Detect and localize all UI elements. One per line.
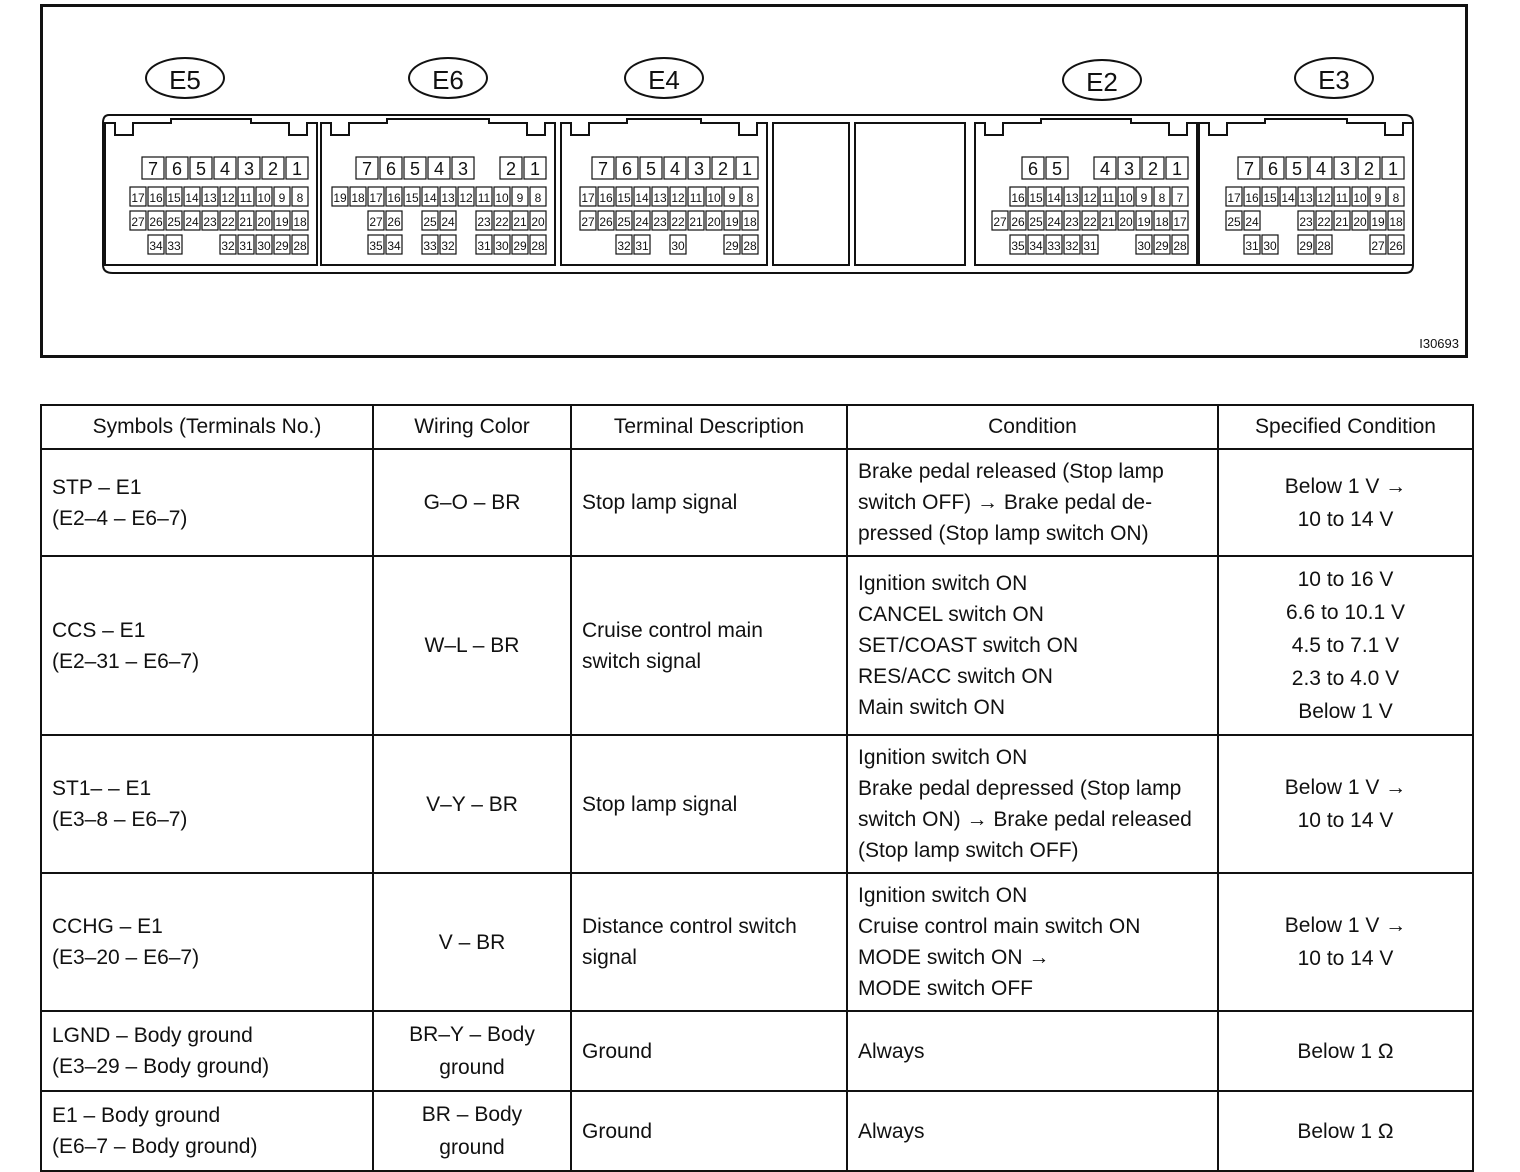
cell-description bbox=[571, 449, 847, 556]
terminal-number: 12 bbox=[459, 191, 473, 205]
terminal-number: 31 bbox=[239, 239, 253, 253]
terminal-number: 22 bbox=[671, 215, 685, 229]
text-line: Below 1 Ω bbox=[1297, 1119, 1394, 1143]
table-row bbox=[41, 1091, 1473, 1171]
text-line: (E2–31 – E6–7) bbox=[52, 649, 200, 673]
terminal-number: 28 bbox=[531, 239, 545, 253]
terminal-number: 19 bbox=[1137, 215, 1151, 229]
cell-condition bbox=[847, 1091, 1218, 1171]
cell-description bbox=[571, 1011, 847, 1091]
terminal-number: 24 bbox=[635, 215, 649, 229]
cell-symbol bbox=[41, 449, 373, 556]
terminal-number: 22 bbox=[221, 215, 235, 229]
cell-specified bbox=[1218, 556, 1473, 735]
terminal-number: 11 bbox=[1335, 191, 1349, 205]
text-line: 2.3 to 4.0 V bbox=[1291, 667, 1400, 690]
terminal-number: 5 bbox=[409, 159, 421, 179]
terminal-number: 27 bbox=[1371, 239, 1385, 253]
text-line: SET/COAST switch ON bbox=[858, 634, 1079, 657]
terminal-number: 10 bbox=[495, 191, 509, 205]
text-line: G–O – BR bbox=[423, 491, 521, 514]
text-line: 10 to 14 V bbox=[1297, 507, 1394, 531]
text-line: (E2–4 – E6–7) bbox=[52, 506, 188, 530]
cell-specified bbox=[1218, 449, 1473, 556]
terminal-number: 18 bbox=[293, 215, 307, 229]
terminal-number: 7 bbox=[147, 159, 159, 179]
cell-wiring-color bbox=[373, 1091, 571, 1171]
text-line: Always bbox=[858, 1119, 925, 1143]
terminal-number: 31 bbox=[635, 239, 649, 253]
terminal-number: 35 bbox=[369, 239, 383, 253]
terminal-number: 8 bbox=[296, 191, 304, 205]
terminal-number: 11 bbox=[689, 191, 703, 205]
terminal-number: 7 bbox=[361, 159, 373, 179]
text-line: pressed (Stop lamp switch ON) bbox=[858, 522, 1149, 545]
terminal-number: 16 bbox=[1245, 191, 1259, 205]
cell-symbol bbox=[41, 735, 373, 873]
text-line: (E3–8 – E6–7) bbox=[52, 808, 188, 831]
text-line: Stop lamp signal bbox=[582, 491, 738, 514]
terminal-number: 17 bbox=[1173, 215, 1187, 229]
terminal-number: 23 bbox=[1065, 215, 1079, 229]
terminal-number: 18 bbox=[351, 191, 365, 205]
text-line: Cruise control main switch ON bbox=[858, 915, 1141, 938]
cell-symbol bbox=[41, 1011, 373, 1091]
terminal-number: 5 bbox=[195, 159, 207, 179]
terminal-number: 30 bbox=[671, 239, 685, 253]
terminal-number: 10 bbox=[707, 191, 721, 205]
terminal-number: 31 bbox=[1245, 239, 1259, 253]
terminal-number: 25 bbox=[1227, 215, 1241, 229]
terminal-number: 4 bbox=[219, 159, 231, 179]
cell-condition bbox=[847, 1011, 1218, 1091]
terminal-number: 23 bbox=[1299, 215, 1313, 229]
terminal-number: 16 bbox=[387, 191, 401, 205]
terminal-number: 3 bbox=[243, 159, 255, 179]
text-line: switch signal bbox=[582, 649, 702, 673]
cell-description bbox=[571, 556, 847, 735]
terminal-number: 2 bbox=[505, 159, 517, 179]
terminal-number: 20 bbox=[531, 215, 545, 229]
terminal-number: 6 bbox=[621, 159, 633, 179]
terminal-number: 24 bbox=[185, 215, 199, 229]
terminal-number: 14 bbox=[1047, 191, 1061, 205]
terminal-number: 30 bbox=[257, 239, 271, 253]
cell-specified bbox=[1218, 1091, 1473, 1171]
cell-wiring-color bbox=[373, 449, 571, 556]
terminal-number: 10 bbox=[1353, 191, 1367, 205]
header-wiring-color: Wiring Color bbox=[373, 405, 571, 449]
terminal-number: 9 bbox=[278, 191, 286, 205]
text-line: 10 to 14 V bbox=[1297, 947, 1394, 970]
text-line: switch ON) → Brake pedal released bbox=[858, 808, 1192, 831]
header-condition: Condition bbox=[847, 405, 1218, 449]
text-line: MODE switch OFF bbox=[858, 977, 1034, 1000]
cell-symbol bbox=[41, 556, 373, 735]
terminal-number: 33 bbox=[423, 239, 437, 253]
terminal-number: 16 bbox=[1011, 191, 1025, 205]
terminal-number: 8 bbox=[534, 191, 542, 205]
cell-description bbox=[571, 735, 847, 873]
text-line: 10 to 16 V bbox=[1297, 568, 1394, 591]
terminal-number: 19 bbox=[333, 191, 347, 205]
table-row bbox=[41, 873, 1473, 1011]
text-line: V – BR bbox=[438, 930, 506, 954]
terminal-number: 10 bbox=[1119, 191, 1133, 205]
terminal-number: 25 bbox=[423, 215, 437, 229]
terminal-number: 20 bbox=[707, 215, 721, 229]
terminal-number: 17 bbox=[1227, 191, 1241, 205]
terminal-number: 33 bbox=[1047, 239, 1061, 253]
text-line: CCS – E1 bbox=[52, 618, 146, 642]
terminal-number: 26 bbox=[387, 215, 401, 229]
text-line: 4.5 to 7.1 V bbox=[1291, 634, 1400, 657]
table-row bbox=[41, 449, 1473, 556]
terminal-number: 27 bbox=[131, 215, 145, 229]
terminal-number: 32 bbox=[1065, 239, 1079, 253]
terminal-number: 13 bbox=[203, 191, 217, 205]
terminal-number: 34 bbox=[149, 239, 163, 253]
terminal-number: 11 bbox=[1101, 191, 1115, 205]
terminal-number: 22 bbox=[1083, 215, 1097, 229]
text-line: Below 1 V → bbox=[1284, 914, 1407, 937]
label-e5: E5 bbox=[145, 57, 225, 99]
terminal-number: 26 bbox=[1389, 239, 1403, 253]
terminal-number: 18 bbox=[1155, 215, 1169, 229]
text-line: Stop lamp signal bbox=[582, 792, 738, 816]
terminal-number: 11 bbox=[477, 191, 491, 205]
terminal-number: 34 bbox=[1029, 239, 1043, 253]
terminal-number: 13 bbox=[1299, 191, 1313, 205]
terminal-number: 19 bbox=[725, 215, 739, 229]
terminal-number: 18 bbox=[1389, 215, 1403, 229]
terminal-number: 21 bbox=[1101, 215, 1115, 229]
terminal-number: 28 bbox=[1173, 239, 1187, 253]
terminal-number: 14 bbox=[1281, 191, 1295, 205]
text-line: ST1– – E1 bbox=[52, 777, 152, 800]
text-line: Below 1 V → bbox=[1284, 474, 1407, 498]
terminal-number: 23 bbox=[203, 215, 217, 229]
terminal-number: 20 bbox=[1119, 215, 1133, 229]
blank-block bbox=[773, 123, 849, 265]
terminal-number: 9 bbox=[728, 191, 736, 205]
terminal-number: 12 bbox=[221, 191, 235, 205]
terminal-number: 1 bbox=[529, 159, 541, 179]
terminal-number: 12 bbox=[671, 191, 685, 205]
table-row bbox=[41, 556, 1473, 735]
cell-symbol bbox=[41, 1091, 373, 1171]
connector-diagram bbox=[40, 4, 1468, 358]
text-line: Brake pedal released (Stop lamp bbox=[858, 460, 1164, 483]
text-line: (Stop lamp switch OFF) bbox=[858, 839, 1079, 862]
text-line: switch OFF) → Brake pedal de- bbox=[858, 491, 1153, 514]
terminal-number: 19 bbox=[275, 215, 289, 229]
terminal-number: 6 bbox=[171, 159, 183, 179]
text-line: V–Y – BR bbox=[426, 792, 518, 816]
text-line: Always bbox=[858, 1039, 925, 1063]
text-line: 6.6 to 10.1 V bbox=[1285, 601, 1406, 624]
terminal-number: 12 bbox=[1083, 191, 1097, 205]
text-line: E1 – Body ground bbox=[52, 1104, 221, 1127]
terminal-number: 15 bbox=[167, 191, 181, 205]
text-line: MODE switch ON → bbox=[858, 946, 1050, 969]
terminal-number: 1 bbox=[1387, 159, 1399, 179]
text-line: LGND – Body ground bbox=[52, 1024, 253, 1047]
terminal-number: 1 bbox=[741, 159, 753, 179]
terminal-number: 20 bbox=[1353, 215, 1367, 229]
terminal-number: 14 bbox=[423, 191, 437, 205]
cell-description bbox=[571, 873, 847, 1011]
connector-drawing bbox=[43, 7, 1465, 355]
terminal-number: 3 bbox=[1339, 159, 1351, 179]
terminal-number: 12 bbox=[1317, 191, 1331, 205]
text-line: Ignition switch ON bbox=[858, 572, 1028, 595]
cell-specified bbox=[1218, 735, 1473, 873]
terminal-number: 27 bbox=[993, 215, 1007, 229]
cell-description bbox=[571, 1091, 847, 1171]
terminal-number: 31 bbox=[477, 239, 491, 253]
terminal-number: 1 bbox=[1171, 159, 1183, 179]
text-line: Below 1 Ω bbox=[1297, 1039, 1394, 1063]
terminal-number: 4 bbox=[1099, 159, 1111, 179]
terminal-number: 29 bbox=[1299, 239, 1313, 253]
figure-id: I30693 bbox=[1419, 336, 1459, 351]
terminal-number: 4 bbox=[669, 159, 681, 179]
terminal-number: 28 bbox=[293, 239, 307, 253]
terminal-number: 16 bbox=[149, 191, 163, 205]
text-line: Ignition switch ON bbox=[858, 746, 1028, 769]
terminal-number: 2 bbox=[1363, 159, 1375, 179]
terminal-number: 9 bbox=[1140, 191, 1148, 205]
blank-block bbox=[855, 123, 965, 265]
terminal-number: 3 bbox=[457, 159, 469, 179]
terminal-number: 35 bbox=[1011, 239, 1025, 253]
terminal-number: 32 bbox=[441, 239, 455, 253]
terminal-number: 2 bbox=[717, 159, 729, 179]
terminal-number: 11 bbox=[239, 191, 253, 205]
terminal-number: 20 bbox=[257, 215, 271, 229]
text-line: (E3–29 – Body ground) bbox=[52, 1055, 270, 1078]
text-line: Ground bbox=[582, 1119, 653, 1143]
terminal-number: 5 bbox=[1051, 159, 1063, 179]
terminal-number: 13 bbox=[1065, 191, 1079, 205]
header-terminal-description: Terminal Description bbox=[571, 405, 847, 449]
terminal-number: 7 bbox=[597, 159, 609, 179]
text-line: Distance control switch bbox=[582, 915, 797, 938]
terminal-number: 21 bbox=[513, 215, 527, 229]
text-line: ground bbox=[439, 1136, 505, 1159]
terminal-number: 23 bbox=[653, 215, 667, 229]
text-line: Below 1 V → bbox=[1284, 776, 1407, 799]
terminal-number: 24 bbox=[1047, 215, 1061, 229]
text-line: ground bbox=[439, 1056, 505, 1079]
label-e4: E4 bbox=[624, 57, 704, 99]
terminal-number: 17 bbox=[369, 191, 383, 205]
table-row bbox=[41, 1011, 1473, 1091]
terminal-number: 28 bbox=[743, 239, 757, 253]
cell-specified bbox=[1218, 1011, 1473, 1091]
terminal-number: 15 bbox=[1263, 191, 1277, 205]
text-line: RES/ACC switch ON bbox=[858, 665, 1053, 688]
terminal-number: 25 bbox=[617, 215, 631, 229]
text-line: Ignition switch ON bbox=[858, 884, 1028, 907]
terminal-number: 14 bbox=[635, 191, 649, 205]
text-line: Below 1 V bbox=[1298, 700, 1393, 723]
cell-condition bbox=[847, 556, 1218, 735]
cell-condition bbox=[847, 735, 1218, 873]
cell-symbol bbox=[41, 873, 373, 1011]
cell-condition bbox=[847, 873, 1218, 1011]
text-line: 10 to 14 V bbox=[1297, 809, 1394, 832]
terminal-number: 32 bbox=[617, 239, 631, 253]
terminal-number: 27 bbox=[369, 215, 383, 229]
cell-wiring-color bbox=[373, 1011, 571, 1091]
terminal-number: 2 bbox=[1147, 159, 1159, 179]
text-line: Brake pedal depressed (Stop lamp bbox=[858, 777, 1182, 800]
terminal-number: 18 bbox=[743, 215, 757, 229]
terminal-number: 19 bbox=[1371, 215, 1385, 229]
terminal-number: 6 bbox=[385, 159, 397, 179]
terminal-number: 29 bbox=[513, 239, 527, 253]
terminal-number: 8 bbox=[1392, 191, 1400, 205]
cell-specified bbox=[1218, 873, 1473, 1011]
text-line: CCHG – E1 bbox=[52, 915, 163, 938]
terminal-number: 17 bbox=[581, 191, 595, 205]
terminal-number: 22 bbox=[495, 215, 509, 229]
terminal-number: 31 bbox=[1083, 239, 1097, 253]
terminal-number: 30 bbox=[1263, 239, 1277, 253]
terminal-number: 29 bbox=[1155, 239, 1169, 253]
terminal-number: 25 bbox=[1029, 215, 1043, 229]
header-symbols: Symbols (Terminals No.) bbox=[41, 405, 373, 449]
cell-wiring-color bbox=[373, 873, 571, 1011]
terminal-number: 15 bbox=[617, 191, 631, 205]
terminal-number: 26 bbox=[149, 215, 163, 229]
terminal-number: 10 bbox=[257, 191, 271, 205]
header-specified-condition: Specified Condition bbox=[1218, 405, 1473, 449]
table-header-row bbox=[41, 405, 1473, 449]
text-line: STP – E1 bbox=[52, 475, 142, 499]
terminal-number: 1 bbox=[291, 159, 303, 179]
terminal-number: 9 bbox=[1374, 191, 1382, 205]
terminal-number: 28 bbox=[1317, 239, 1331, 253]
terminal-number: 22 bbox=[1317, 215, 1331, 229]
label-e6: E6 bbox=[408, 57, 488, 99]
terminal-number: 25 bbox=[167, 215, 181, 229]
terminal-number: 15 bbox=[405, 191, 419, 205]
text-line: (E3–20 – E6–7) bbox=[52, 946, 200, 969]
terminal-number: 21 bbox=[239, 215, 253, 229]
terminal-number: 3 bbox=[693, 159, 705, 179]
text-line: (E6–7 – Body ground) bbox=[52, 1135, 258, 1158]
terminal-number: 6 bbox=[1027, 159, 1039, 179]
terminal-number: 7 bbox=[1243, 159, 1255, 179]
terminal-number: 32 bbox=[221, 239, 235, 253]
terminal-number: 13 bbox=[653, 191, 667, 205]
terminal-number: 24 bbox=[1245, 215, 1259, 229]
terminal-number: 30 bbox=[1137, 239, 1151, 253]
label-e2: E2 bbox=[1062, 59, 1142, 101]
cell-wiring-color bbox=[373, 735, 571, 873]
terminal-number: 14 bbox=[185, 191, 199, 205]
terminal-number: 2 bbox=[267, 159, 279, 179]
terminal-number: 21 bbox=[689, 215, 703, 229]
terminal-number: 17 bbox=[131, 191, 145, 205]
terminal-number: 15 bbox=[1029, 191, 1043, 205]
terminal-number: 30 bbox=[495, 239, 509, 253]
terminal-number: 34 bbox=[387, 239, 401, 253]
terminal-number: 16 bbox=[599, 191, 613, 205]
terminal-number: 9 bbox=[516, 191, 524, 205]
label-e3: E3 bbox=[1294, 57, 1374, 99]
terminal-number: 5 bbox=[1291, 159, 1303, 179]
text-line: Cruise control main bbox=[582, 618, 763, 642]
text-line: Main switch ON bbox=[858, 696, 1006, 719]
terminal-number: 6 bbox=[1267, 159, 1279, 179]
terminal-number: 21 bbox=[1335, 215, 1349, 229]
terminal-number: 26 bbox=[1011, 215, 1025, 229]
terminal-number: 8 bbox=[746, 191, 754, 205]
text-line: BR – Body bbox=[421, 1103, 523, 1126]
terminal-number: 3 bbox=[1123, 159, 1135, 179]
text-line: BR–Y – Body bbox=[409, 1023, 535, 1046]
terminal-number: 4 bbox=[1315, 159, 1327, 179]
text-line: signal bbox=[582, 946, 637, 969]
terminal-number: 4 bbox=[433, 159, 445, 179]
text-line: CANCEL switch ON bbox=[858, 603, 1044, 626]
table-row bbox=[41, 735, 1473, 873]
cell-wiring-color bbox=[373, 556, 571, 735]
terminal-spec-table bbox=[40, 404, 1474, 1172]
terminal-number: 8 bbox=[1158, 191, 1166, 205]
terminal-number: 5 bbox=[645, 159, 657, 179]
terminal-number: 13 bbox=[441, 191, 455, 205]
terminal-number: 7 bbox=[1176, 191, 1184, 205]
terminal-number: 33 bbox=[167, 239, 181, 253]
terminal-number: 24 bbox=[441, 215, 455, 229]
terminal-number: 29 bbox=[275, 239, 289, 253]
terminal-number: 26 bbox=[599, 215, 613, 229]
cell-condition bbox=[847, 449, 1218, 556]
text-line: W–L – BR bbox=[424, 634, 520, 657]
text-line: Ground bbox=[582, 1039, 653, 1063]
terminal-number: 27 bbox=[581, 215, 595, 229]
terminal-number: 29 bbox=[725, 239, 739, 253]
terminal-number: 23 bbox=[477, 215, 491, 229]
